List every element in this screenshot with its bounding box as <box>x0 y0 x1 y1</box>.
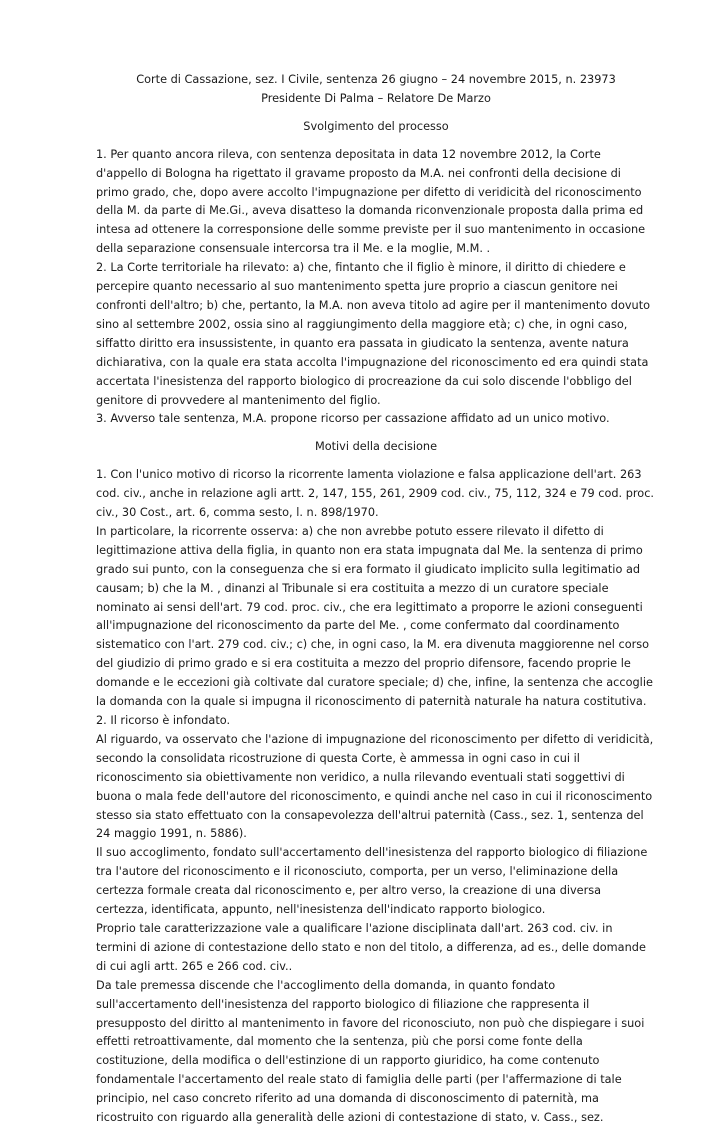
paragraph: Proprio tale caratterizzazione vale a qualificare l'azione disciplinata dall'art. 263 cod. civ. in termini di azione di contestazione dello stato e non del titolo, a differenza, ad es., delle domande di cui agli artt. 265 e 266 cod. civ.. <box>96 921 646 973</box>
section-title-svolgimento: Svolgimento del processo <box>303 119 449 133</box>
paragraph: 2. Il ricorso è infondato. <box>96 714 231 727</box>
document-judges: Presidente Di Palma – Relatore De Marzo <box>261 91 491 105</box>
paragraph: In particolare, la ricorrente osserva: a) che non avrebbe potuto essere rilevato il difetto di legittimazione attiva della figlia, in quanto non era stata impugnata dal Me. la sentenza di primo grado sui punto, con la conseguenza che si era formato il giudicato implicito sulla legitimatio ad causam; b) che la M. , dinanzi al Tribunale si era costituita a mezzo di un curatore speciale nominato ai sensi dell'art. 79 cod. proc. civ., che era legittimato a proporre le azioni conseguenti all'impugnazione del riconoscimento da parte del Me. , come confermato dal coordinamento sistematico con l'art. 279 cod. civ.; c) che, in ogni caso, la M. era divenuta maggiorenne nel corso del giudizio di primo grado e si era costituita a mezzo del proprio difensore, facendo proprie le domande e le eccezioni già coltivate dal curatore speciale; d) che, infine, la sentenza che accoglie la domanda con la quale si impugna il riconoscimento di paternità naturale ha natura costitutiva. <box>96 524 653 709</box>
section-title-motivi: Motivi della decisione <box>314 440 438 454</box>
paragraph: Al riguardo, va osservato che l'azione di impugnazione del riconoscimento per difetto di veridicità, secondo la consolidata ricostruzione di questa Corte, è ammessa in ogni caso in cui il riconoscimento sia obiettivamente non veridico, a nulla rilevando eventuali stati soggettivi di buona o mala fede dell'autore del riconoscimento, e quindi anche nel caso in cui il riconoscimento stesso sia stato effettuato con la consapevolezza dell'altrui paternità (Cass., sez. 1, sentenza del 24 maggio 1991, n. 5886). <box>96 732 654 841</box>
paragraph: 1. Con l'unico motivo di ricorso la ricorrente lamenta violazione e falsa applicazione dell'art. 263 cod. civ., anche in relazione agli artt. 2, 147, 155, 261, 2909 cod. civ., 75, 112, 324 e 79 cod. proc. civ., 30 Cost., art. 6, comma sesto, l. n. 898/1970. <box>96 468 655 520</box>
paragraph: Da tale premessa discende che l'accoglimento della domanda, in quanto fondato sull'accertamento dell'inesistenza del rapporto biologico di filiazione che rappresenta il presupposto del diritto al mantenimento in favore del riconosciuto, non può che dispiegare i suoi effetti retroattivamente, dal momento che la sentenza, più che porsi come fonte della costituzione, della modifica o dell'estinzione di un rapporto giuridico, ha come contenuto fondamentale l'accertamento del reale stato di famiglia delle parti (per l'affermazione di tale principio, nel caso concreto riferito ad una domanda di disconoscimento di paternità, ma ricostruito con riguardo alla generalità delle azioni di contestazione di stato, v. Cass., sez. <box>96 978 645 1125</box>
paragraph: 3. Avverso tale sentenza, M.A. propone ricorso per cassazione affidato ad un unico motivo. <box>96 412 610 426</box>
paragraph: 2. La Corte territoriale ha rilevato: a) che, fintanto che il figlio è minore, il diritto di chiedere e percepire quanto necessario al suo mantenimento spetta jure proprio a ciascun genitore nei confronti dell'altro; b) che, pertanto, la M.A. non aveva titolo ad agire per il mantenimento dovuto sino al settembre 2002, ossia sino al raggiungimento della maggiore età; c) che, in ogni caso, siffatto diritto era insussistente, in quanto era passata in giudicato la sentenza, avente natura dichiarativa, con la quale era stata accolta l'impugnazione del riconoscimento ed era quindi stata accertata l'inesistenza del rapporto biologico di procreazione da cui solo discende l'obbligo del genitore di provvedere al mantenimento del figlio. <box>96 261 651 407</box>
document-citation: Corte di Cassazione, sez. I Civile, sentenza 26 giugno – 24 novembre 2015, n. 23973 <box>136 73 616 86</box>
paragraph: 1. Per quanto ancora rileva, con sentenza depositata in data 12 novembre 2012, la Corte d'appello di Bologna ha rigettato il gravame proposto da M.A. nei confronti della decisione di primo grado, che, dopo avere accolto l'impugnazione per difetto di veridicità del riconoscimento della M. da parte di Me.Gi., aveva disatteso la domanda riconvenzionale proposta dalla prima ed intesa ad ottenere la corresponsione delle somme previste per il suo mantenimento in occasione della separazione consensuale intercorsa tra il Me. e la moglie, M.M. . <box>96 147 646 256</box>
paragraph: Il suo accoglimento, fondato sull'accertamento dell'inesistenza del rapporto biologico di filiazione tra l'autore del riconoscimento e il riconosciuto, comporta, per un verso, l'eliminazione della certezza formale creata dal riconoscimento e, per altro verso, la creazione di una diversa certezza, identificata, appunto, nell'inesistenza dell'indicato rapporto biologico. <box>96 846 648 917</box>
document-page <box>96 71 656 1128</box>
